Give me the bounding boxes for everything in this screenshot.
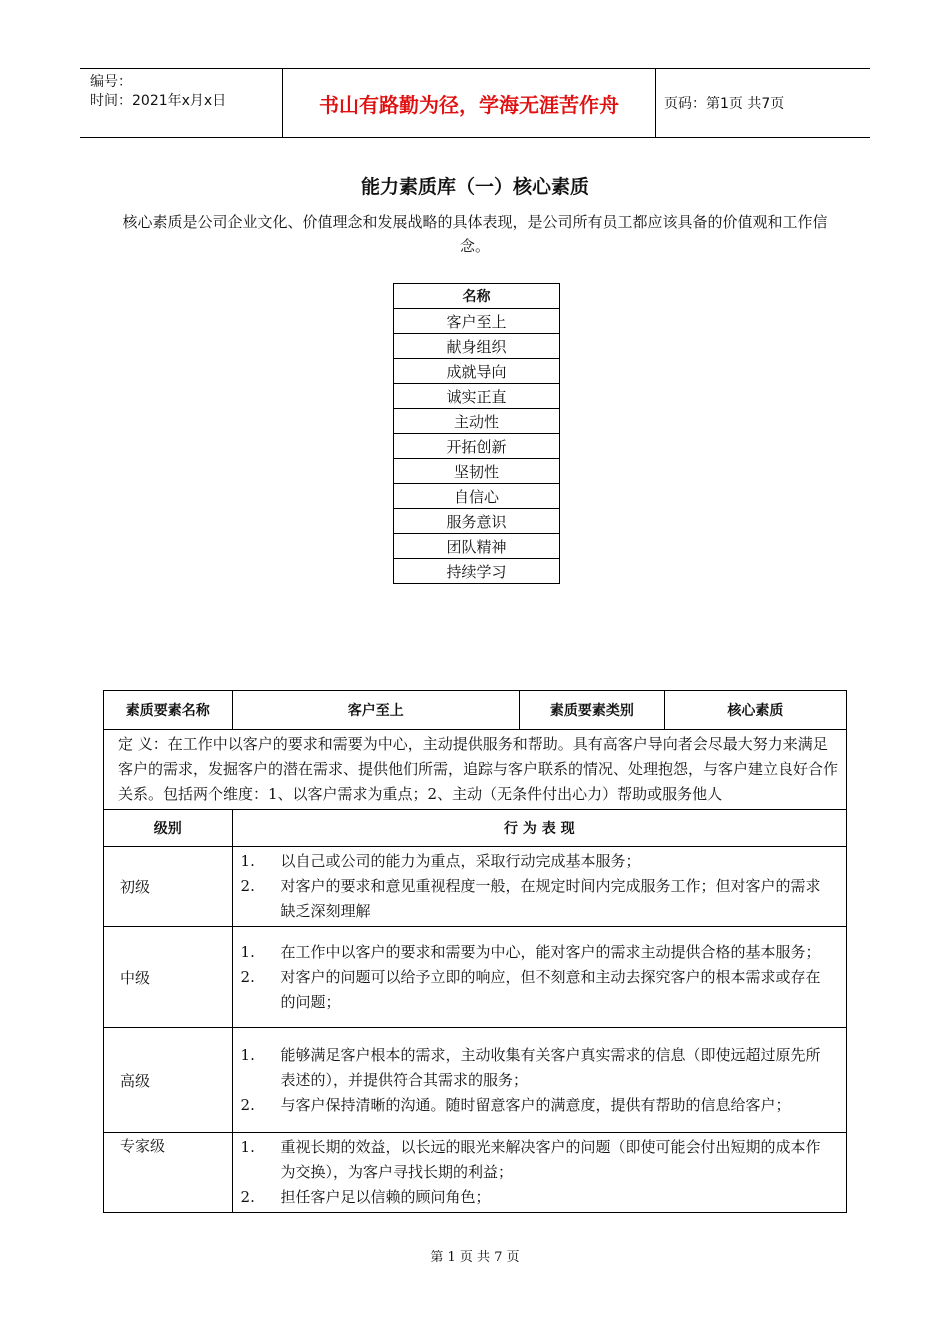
names-table-row [394, 509, 560, 534]
level-row [104, 847, 847, 927]
level-header: 级别 [104, 810, 233, 847]
competency-name: 持续学习 [394, 559, 560, 584]
behavior-text: 能够满足客户根本的需求，主动收集有关客户真实需求的信息（即使远超过原先所表述的），并提供符合其需求的服务； [280, 1045, 821, 1089]
behavior-number: 1. [240, 1045, 255, 1064]
header-meta [90, 73, 226, 111]
level-behaviors [232, 1133, 846, 1213]
names-table-row [394, 409, 560, 434]
behavior-header: 行 为 表 现 [232, 810, 846, 847]
competency-name: 客户至上 [394, 309, 560, 334]
element-name-value: 客户至上 [232, 691, 519, 730]
competency-name: 诚实正直 [394, 384, 560, 409]
page-header [80, 68, 870, 138]
competency-names-table [393, 283, 560, 584]
behavior-text: 与客户保持清晰的沟通。随时留意客户的满意度，提供有帮助的信息给客户； [280, 1095, 791, 1114]
behavior-item [241, 849, 828, 874]
behavior-text: 重视长期的效益，以长远的眼光来解决客户的问题（即使可能会付出短期的成本作为交换），为客户寻找长期的利益； [280, 1138, 821, 1181]
competency-detail-table [103, 690, 847, 1213]
behavior-item [241, 874, 828, 924]
level-behaviors [232, 927, 846, 1028]
element-type-value: 核心素质 [664, 691, 846, 730]
behavior-number: 1. [240, 852, 255, 870]
behavior-item [241, 965, 828, 1015]
level-name: 高级 [104, 1028, 233, 1133]
competency-name: 成就导向 [394, 359, 560, 384]
behavior-text: 对客户的要求和意见重视程度一般，在规定时间内完成服务工作；但对客户的需求缺乏深刻理解 [280, 877, 821, 920]
behavior-text: 对客户的问题可以给予立即的响应，但不刻意和主动去探究客户的根本需求或存在的问题； [280, 967, 821, 1011]
behavior-number: 2. [240, 1188, 255, 1206]
page-footer: 第 1 页 共 7 页 [430, 1250, 520, 1265]
names-table-row [394, 459, 560, 484]
level-row [104, 1133, 847, 1213]
competency-name: 团队精神 [394, 534, 560, 559]
behavior-number: 2. [240, 1095, 255, 1114]
names-table-row [394, 559, 560, 584]
behavior-text: 以自己或公司的能力为重点，采取行动完成基本服务； [280, 852, 641, 870]
document-title: 能力素质库（一）核心素质 [360, 176, 589, 198]
competency-name: 坚韧性 [394, 459, 560, 484]
detail-header-row [104, 691, 847, 730]
element-name-label: 素质要素名称 [104, 691, 233, 730]
names-table-row [394, 534, 560, 559]
behavior-number: 1. [240, 1138, 255, 1156]
names-table-row [394, 309, 560, 334]
competency-name: 自信心 [394, 484, 560, 509]
behavior-item [241, 1093, 828, 1118]
date-label: 时间：2021年x月x日 [90, 93, 227, 109]
header-page-label: 页码：第1页 共7页 [664, 96, 785, 112]
behavior-item [241, 1135, 828, 1185]
names-table-row [394, 434, 560, 459]
definition-text: 定 义：在工作中以客户的要求和需要为中心，主动提供服务和帮助。具有高客户导向者会尽最大努力来满足客户的需求，发掘客户的潜在需求、提供他们所需，追踪与客户联系的情况、处理抱怨，与客户建立良好合作关系。包括两个维度：1、以客户需求为重点；2、主动（无条件付出心力）帮助或服务他人 [104, 730, 847, 810]
level-name: 初级 [104, 847, 233, 927]
level-row [104, 1028, 847, 1133]
level-header-row [104, 810, 847, 847]
behavior-number: 2. [240, 877, 255, 895]
competency-name: 主动性 [394, 409, 560, 434]
names-table-header: 名称 [394, 284, 560, 309]
behavior-item [241, 1185, 828, 1210]
definition-row [104, 730, 847, 810]
behavior-item [241, 940, 828, 965]
element-type-label: 素质要素类别 [520, 691, 665, 730]
behavior-text: 在工作中以客户的要求和需要为中心，能对客户的需求主动提供合格的基本服务； [280, 942, 821, 961]
behavior-item [241, 1043, 828, 1093]
behavior-number: 2. [240, 967, 255, 986]
intro-paragraph: 核心素质是公司企业文化、价值理念和发展战略的具体表现，是公司所有员工都应该具备的价值观和工作信念。 [122, 213, 828, 255]
level-behaviors [232, 847, 846, 927]
names-table-row [394, 384, 560, 409]
names-table-row [394, 334, 560, 359]
level-row [104, 927, 847, 1028]
level-behaviors [232, 1028, 846, 1133]
names-table-row [394, 359, 560, 384]
competency-name: 服务意识 [394, 509, 560, 534]
competency-name: 献身组织 [394, 334, 560, 359]
header-motto: 书山有路勤为径，学海无涯苦作舟 [282, 69, 656, 137]
level-name: 中级 [104, 927, 233, 1028]
level-name: 专家级 [104, 1133, 233, 1213]
number-label: 编号： [90, 74, 132, 90]
behavior-text: 担任客户足以信赖的顾问角色； [280, 1188, 491, 1206]
behavior-number: 1. [240, 942, 255, 961]
names-table-row [394, 484, 560, 509]
competency-name: 开拓创新 [394, 434, 560, 459]
